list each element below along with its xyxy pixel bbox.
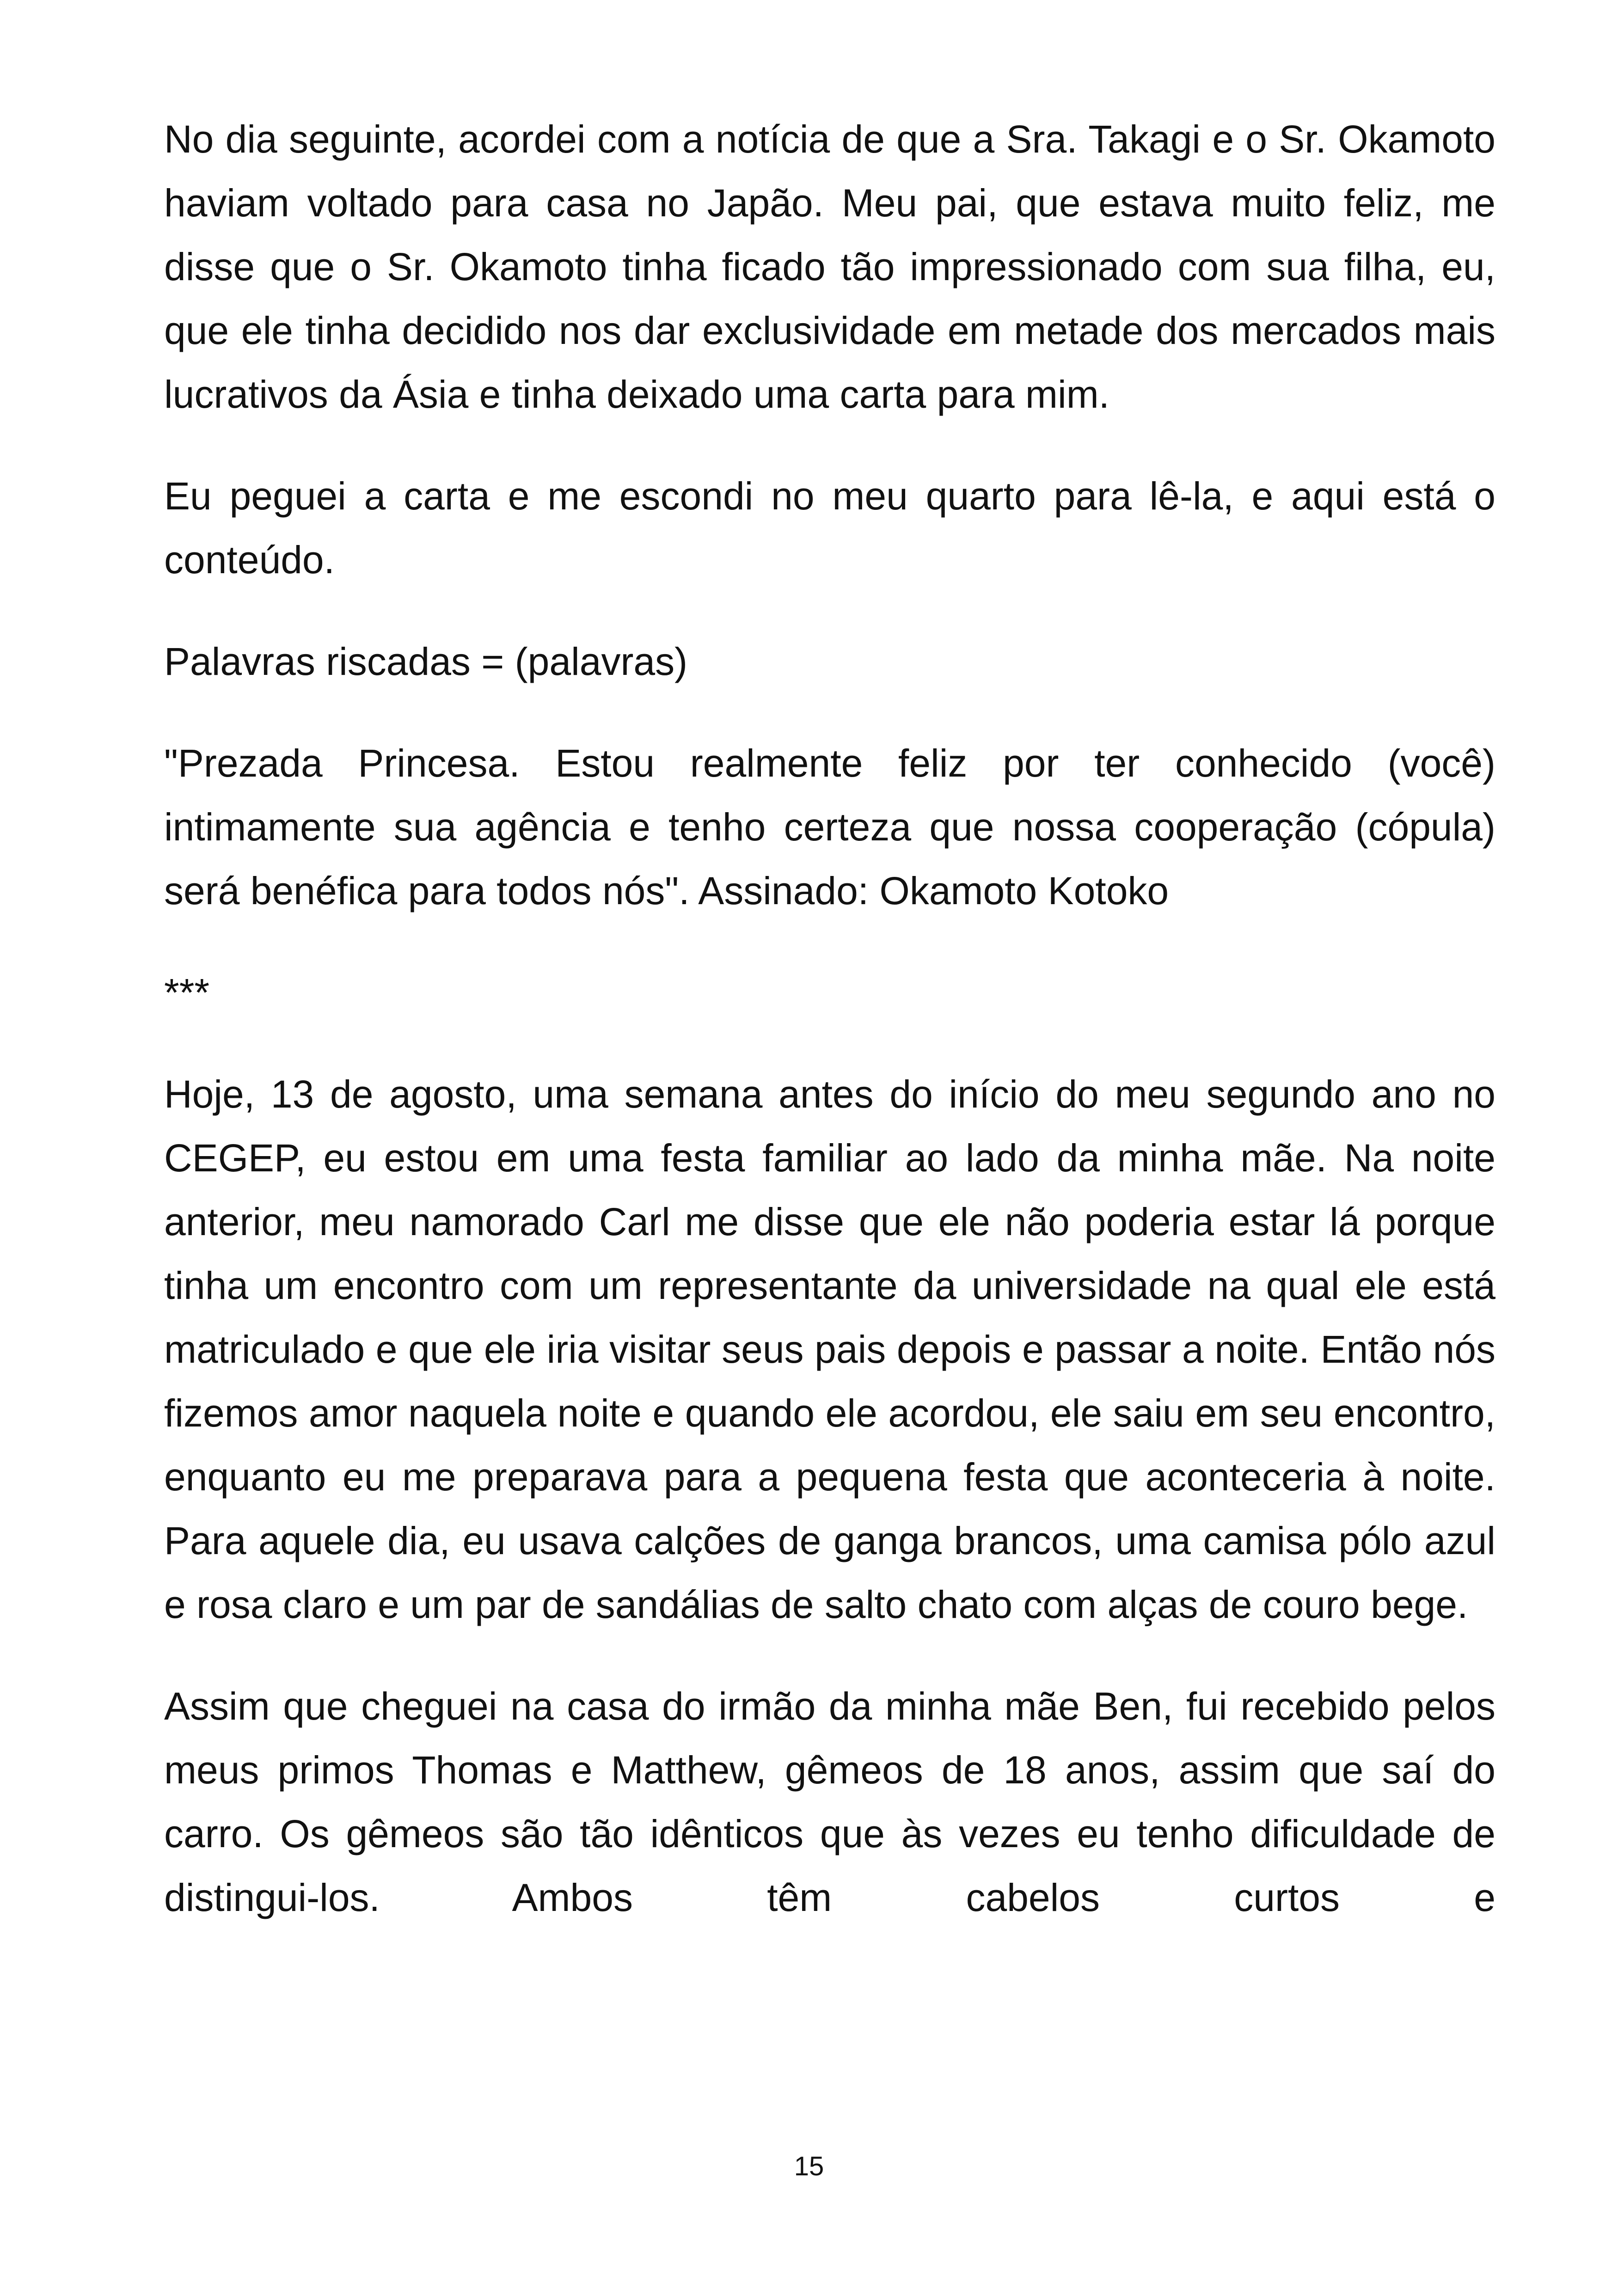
body-text [164, 107, 1495, 1929]
section-separator: *** [164, 971, 210, 1014]
paragraph-2: Eu peguei a carta e me escondi no meu quarto para lê-la, e aqui está o conteúdo. [164, 474, 1495, 582]
paragraph-4: "Prezada Princesa. Estou realmente feliz por ter conhecido (você) intimamente sua agência e tenho certeza que nossa cooperação (cópula) será benéfica para todos nós". Assinado: Okamoto Kotoko [164, 741, 1495, 912]
paragraph-1: No dia seguinte, acordei com a notícia de que a Sra. Takagi e o Sr. Okamoto haviam voltado para casa no Japão. Meu pai, que estava muito feliz, me disse que o Sr. Okamoto tinha ficado tão impressionado com sua filha, eu, que ele tinha decidido nos dar exclusividade em metade dos mercados mais lucrativos da Ásia e tinha deixado uma carta para mim. [164, 117, 1495, 416]
paragraph-6: Assim que cheguei na casa do irmão da minha mãe Ben, fui recebido pelos meus primos Thomas e Matthew, gêmeos de 18 anos, assim que saí do carro. Os gêmeos são tão idênticos que às vezes eu tenho dificuldade de distingui-los. Ambos têm cabelos curtos e [164, 1684, 1495, 1919]
page-number: 15 [794, 2151, 824, 2181]
paragraph-3: Palavras riscadas = (palavras) [164, 640, 688, 683]
paragraph-5: Hoje, 13 de agosto, uma semana antes do início do meu segundo ano no CEGEP, eu estou em uma festa familiar ao lado da minha mãe. Na noite anterior, meu namorado Carl me disse que ele não poderia estar lá porque tinha um encontro com um representante da universidade na qual ele está matriculado e que ele iria visitar seus pais depois e passar a noite. Então nós fizemos amor naquela noite e quando ele acordou, ele saiu em seu encontro, enquanto eu me preparava para a pequena festa que aconteceria à noite. Para aquele dia, eu usava calções de ganga brancos, uma camisa pólo azul e rosa claro e um par de sandálias de salto chato com alças de couro bege. [164, 1072, 1495, 1626]
